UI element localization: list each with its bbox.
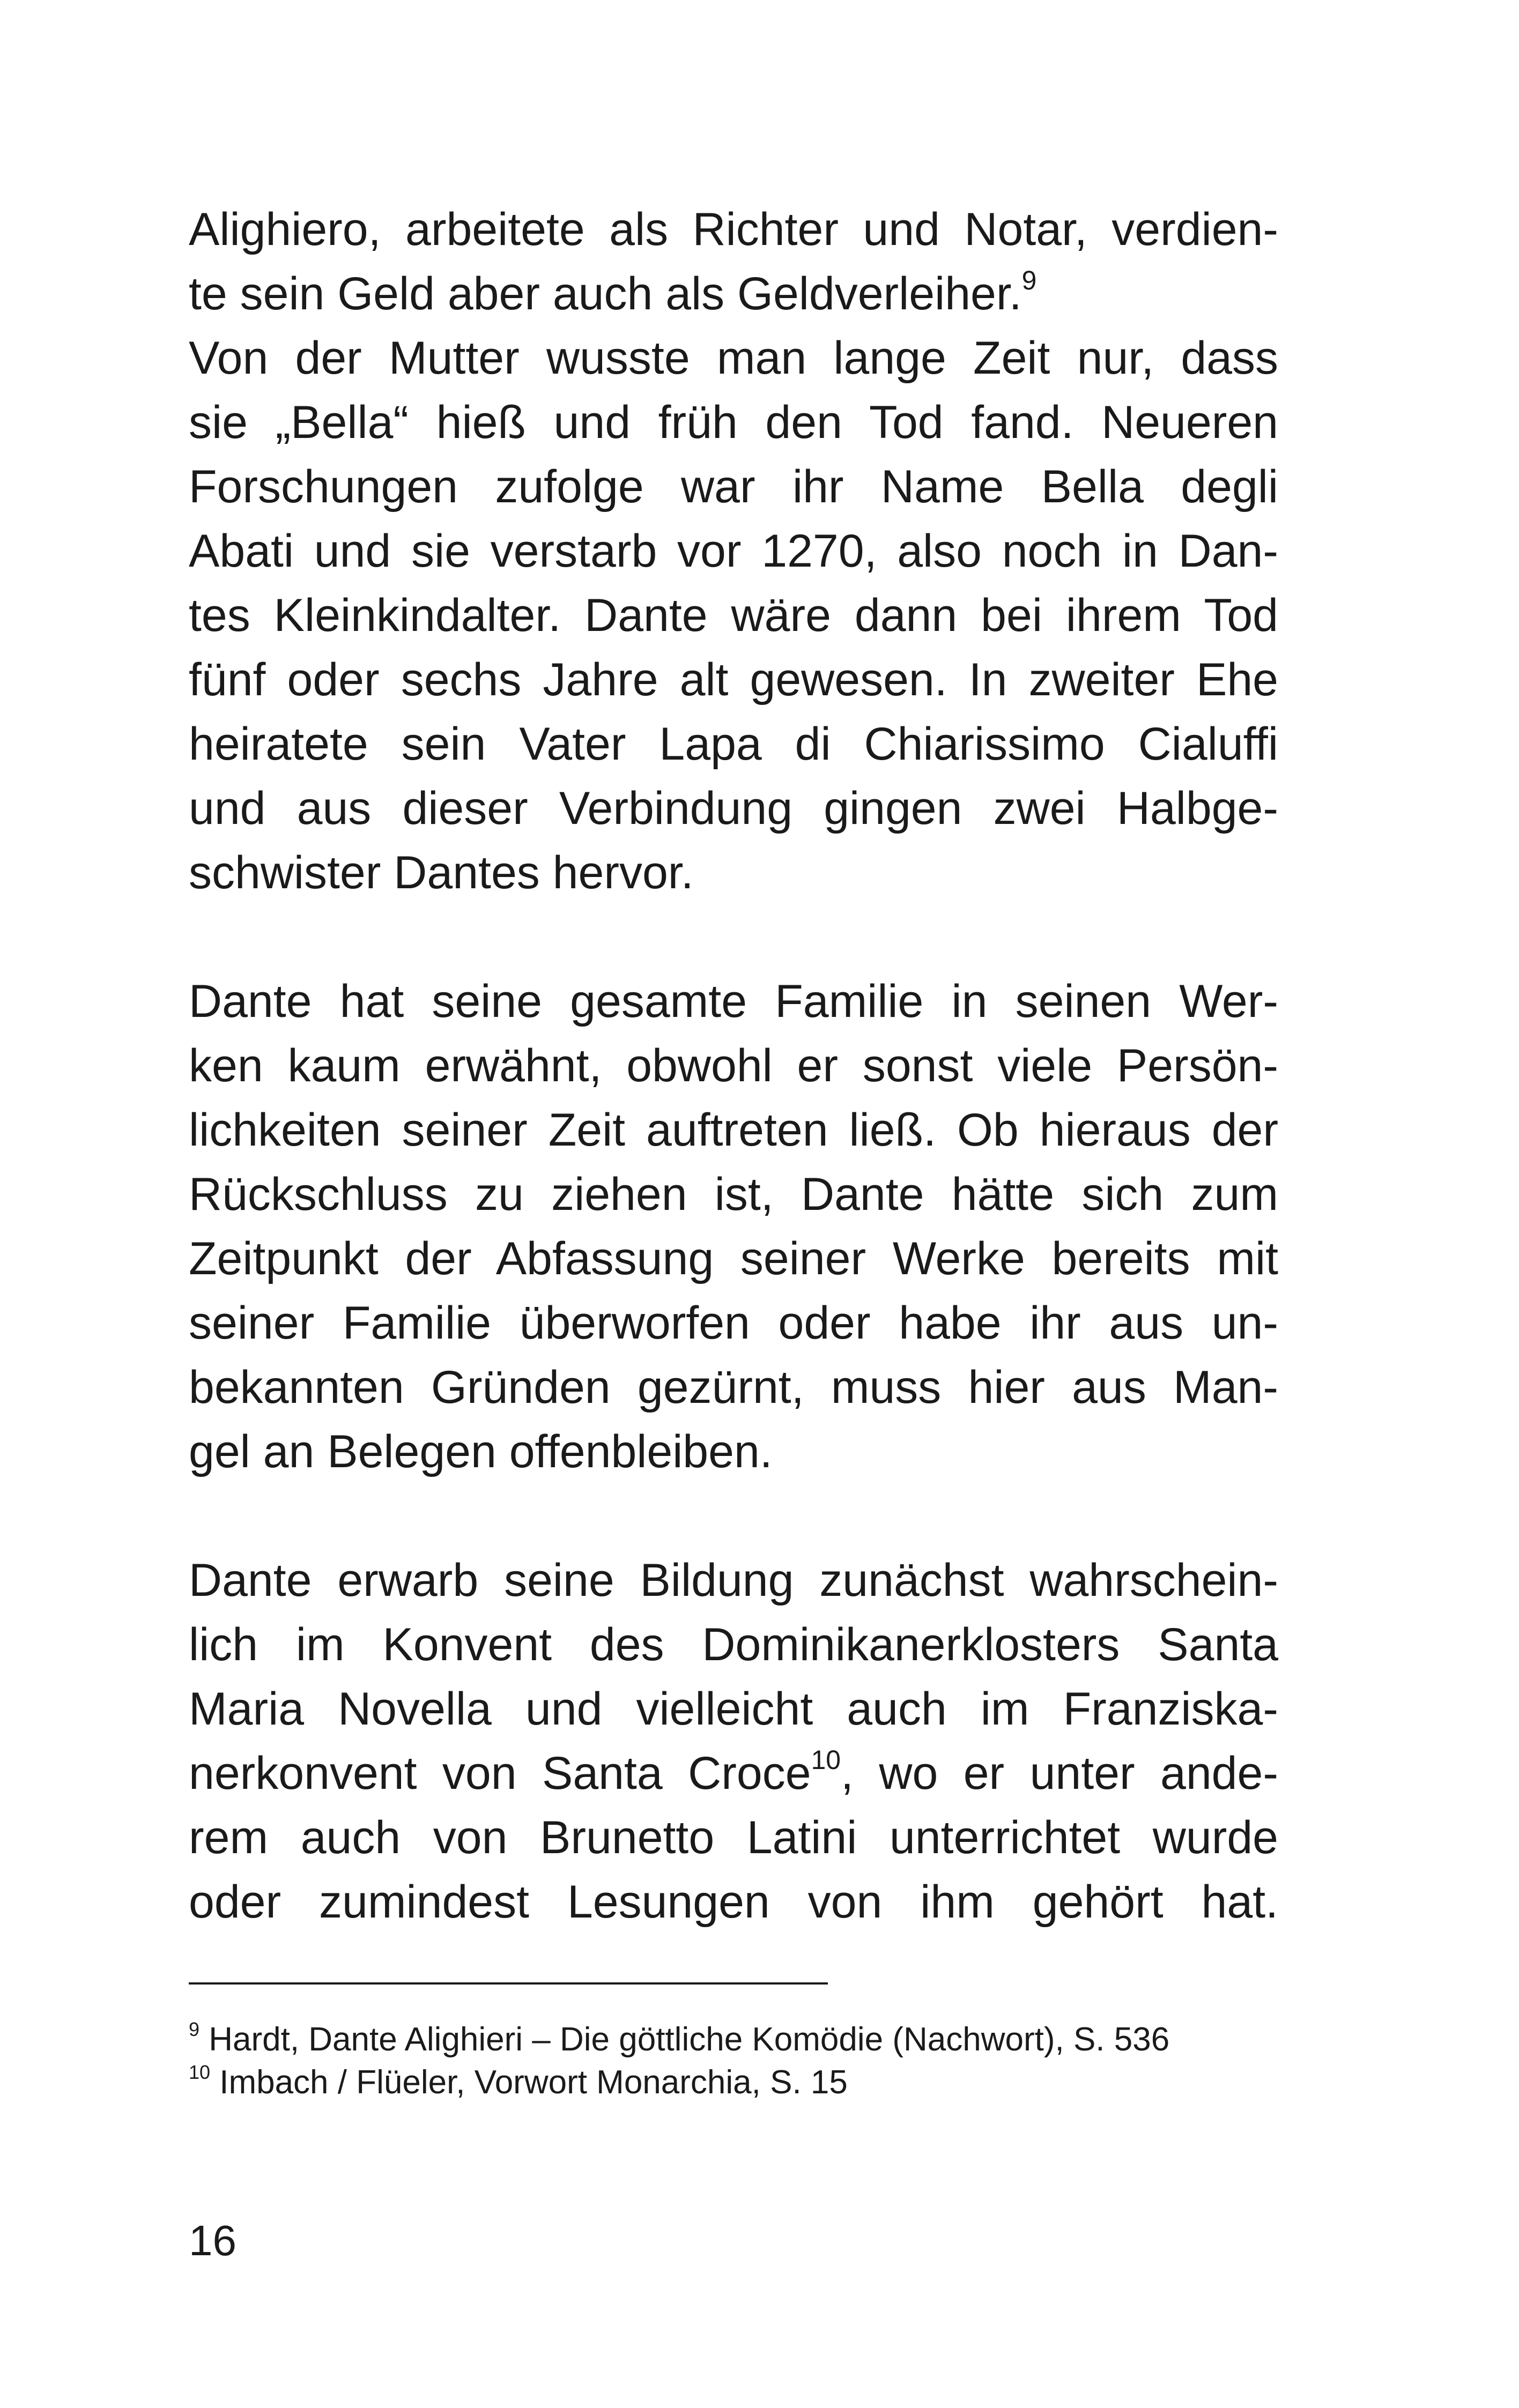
- body-text-line: fünf oder sechs Jahre alt gewesen. In zweiter Ehe: [189, 654, 1278, 705]
- page-number: 16: [189, 2217, 236, 2264]
- body-text-line: schwister Dantes hervor.: [189, 847, 694, 898]
- body-text-line: rem auch von Brunetto Latini unterrichtet wurde: [189, 1812, 1278, 1863]
- footnote-reference[interactable]: 9: [1021, 265, 1037, 295]
- footnote-number: 9: [189, 2018, 199, 2041]
- footnote: $^9$ Hardt, Dante Alighieri – Die göttliche Komödie (Nachwort), S. 536: [189, 2018, 1170, 2058]
- body-text-line: und aus dieser Verbindung gingen zwei Halbge-: [189, 783, 1278, 834]
- body-text-line: lichkeiten seiner Zeit auftreten ließ. Ob hieraus der: [189, 1104, 1278, 1156]
- body-text-line: seiner Familie überworfen oder habe ihr aus un-: [189, 1297, 1278, 1349]
- body-text-line: Abati und sie verstarb vor 1270, also noch in Dan-: [189, 525, 1278, 577]
- body-text-line: Rückschluss zu ziehen ist, Dante hätte sich zum: [189, 1169, 1278, 1220]
- body-text-line: Dante erwarb seine Bildung zunächst wahrschein-: [189, 1555, 1278, 1606]
- body-text-line: nerkonvent von Santa Croce$^{10}$, wo er unter ande-: [189, 1744, 1278, 1799]
- body-text-line: Forschungen zufolge war ihr Name Bella degli: [189, 461, 1278, 512]
- body-text-line: Alighiero, arbeitete als Richter und Notar, verdien-: [189, 204, 1278, 255]
- body-text-line: Dante hat seine gesamte Familie in seinen Wer-: [189, 976, 1278, 1027]
- body-text-line: tes Kleinkindalter. Dante wäre dann bei ihrem Tod: [189, 590, 1278, 641]
- body-text-line: gel an Belegen offenbleiben.: [189, 1426, 773, 1477]
- footnote-number: 10: [189, 2061, 210, 2084]
- body-text-line: heiratete sein Vater Lapa di Chiarissimo Cialuffi: [189, 718, 1278, 770]
- body-text-line: lich im Konvent des Dominikanerklosters Santa: [189, 1619, 1278, 1670]
- footnote-separator: [189, 1982, 828, 1985]
- body-text-line: Zeitpunkt der Abfassung seiner Werke bereits mit: [189, 1233, 1278, 1284]
- body-text-line: sie „Bella“ hieß und früh den Tod fand. Neueren: [189, 397, 1278, 448]
- body-text-line: ken kaum erwähnt, obwohl er sonst viele Persön-: [189, 1040, 1278, 1091]
- body-text-line: te sein Geld aber auch als Geldverleiher.$^9$: [189, 265, 1037, 319]
- body-text-line: Von der Mutter wusste man lange Zeit nur, dass: [189, 332, 1278, 384]
- footnote: $^{10}$ Imbach / Flüeler, Vorwort Monarchia, S. 15: [189, 2061, 848, 2101]
- body-text-line: bekannten Gründen gezürnt, muss hier aus Man-: [189, 1362, 1278, 1413]
- body-text-line: oder zumindest Lesungen von ihm gehört hat.: [189, 1876, 1278, 1928]
- footnote-reference[interactable]: 10: [811, 1744, 841, 1775]
- body-text-line: Maria Novella und vielleicht auch im Franziska-: [189, 1683, 1278, 1735]
